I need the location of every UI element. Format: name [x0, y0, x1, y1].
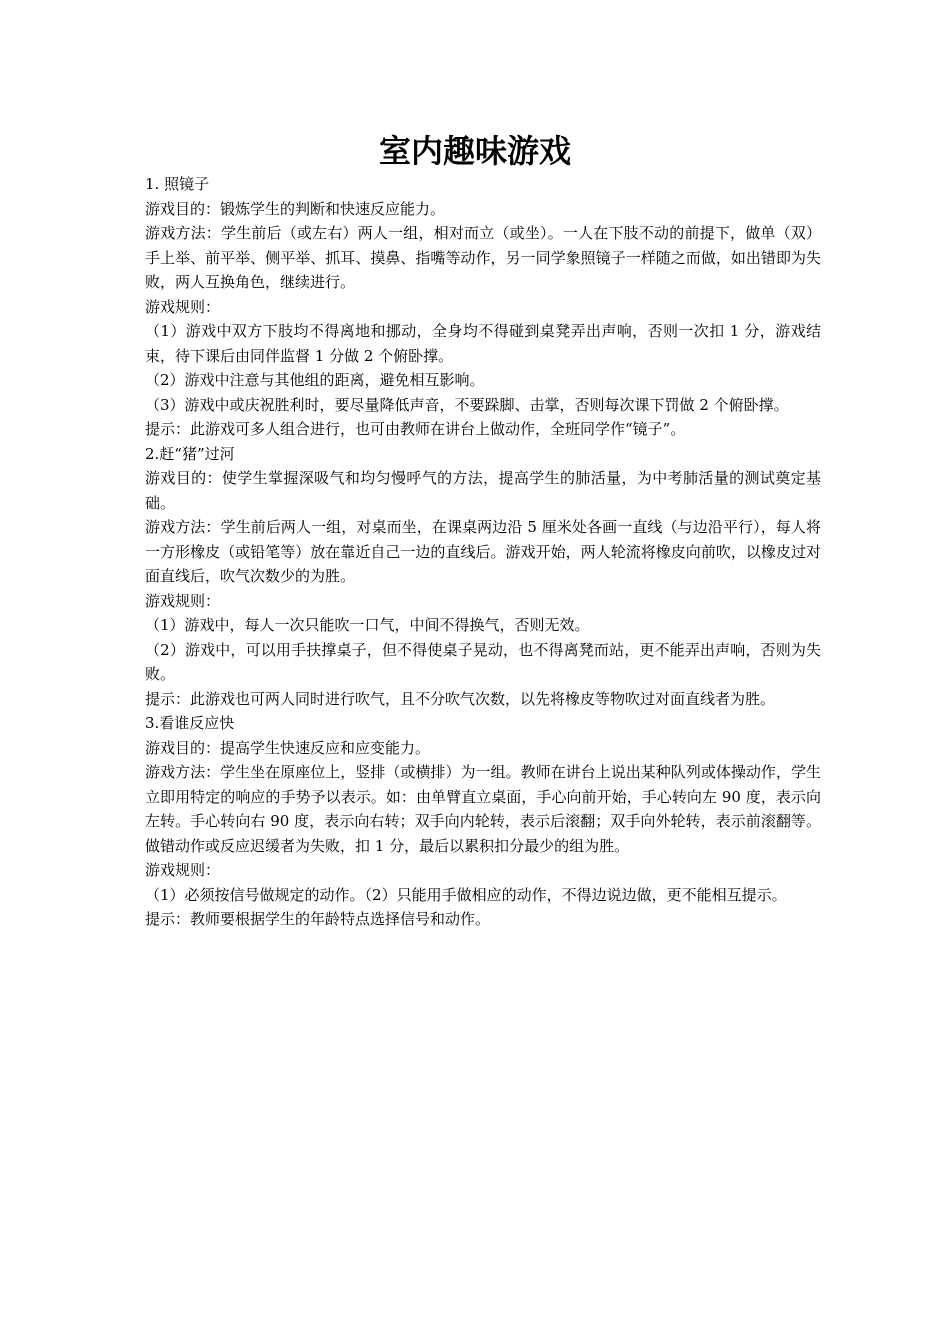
paragraph-rule-1-2: （2）游戏中注意与其他组的距离，避免相互影响。	[145, 371, 485, 389]
paragraph-method-3: 游戏方法：学生坐在原座位上，竖排（或横排）为一组。教师在讲台上说出某种队列或体操动作，学生立即用特定的响应的手势予以表示。如：由单臂直立桌面，手心向前开始，手心转向左 90 度，表示向左转。手心转向右 90 度，表示向右转；双手向内轮转，表示后滚翻；双手向外轮转，表示前滚翻等。做错动作或反应迟缓者为失败，扣 1 分，最后以累积扣分最少的组为胜。	[145, 763, 821, 855]
paragraph-rule-3: （1）必须按信号做规定的动作。（2）只能用手做相应的动作，不得边说边做，更不能相互提示。	[145, 885, 787, 904]
section-heading-3: 3.看谁反应快	[145, 714, 235, 732]
paragraph-rules-heading-2: 游戏规则：	[145, 591, 221, 610]
paragraph-purpose-2: 游戏目的：使学生掌握深吸气和均匀慢呼气的方法，提高学生的肺活量，为中考肺活量的测试奠定基础。	[145, 469, 821, 512]
paragraph-purpose-3: 游戏目的：提高学生快速反应和应变能力。	[145, 738, 431, 757]
paragraph-rules-heading-1: 游戏规则：	[145, 297, 221, 316]
paragraph-tip-2: 提示：此游戏也可两人同时进行吹气，且不分吹气次数，以先将橡皮等物吹过对面直线者为胜。	[145, 689, 776, 708]
paragraph-rule-1-3: （3）游戏中或庆祝胜利时，要尽量降低声音，不要跺脚、击掌，否则每次课下罚做 2 个俯卧撑。	[145, 395, 789, 414]
section-heading-1: 1. 照镜子	[145, 175, 210, 193]
section-heading-2: 2.赶“猪”过河	[145, 444, 235, 463]
paragraph-method-1: 游戏方法：学生前后（或左右）两人一组，相对而立（或坐）。一人在下肢不动的前提下，做单（双）手上举、前平举、侧平举、抓耳、摸鼻、指嘴等动作，另一同学象照镜子一样随之而做，如出错即为失败，两人互换角色，继续进行。	[145, 224, 821, 291]
document-body	[145, 172, 821, 932]
paragraph-tip-3: 提示：教师要根据学生的年龄特点选择信号和动作。	[145, 910, 491, 928]
paragraph-method-2: 游戏方法：学生前后两人一组，对桌而坐，在课桌两边沿 5 厘米处各画一直线（与边沿平行），每人将一方形橡皮（或铅笔等）放在靠近自己一边的直线后。游戏开始，两人轮流将橡皮向前吹，以橡皮过对面直线后，吹气次数少的为胜。	[145, 518, 821, 585]
paragraph-rules-heading-3: 游戏规则：	[145, 861, 221, 879]
paragraph-rule-2-1: （1）游戏中，每人一次只能吹一口气，中间不得换气，否则无效。	[145, 616, 590, 634]
document-title: 室内趣味游戏	[378, 132, 571, 170]
paragraph-purpose-1: 游戏目的：锻炼学生的判断和快速反应能力。	[145, 199, 446, 218]
paragraph-tip-1: 提示：此游戏可多人组合进行，也可由教师在讲台上做动作，全班同学作“镜子”。	[145, 420, 686, 438]
paragraph-rule-2-2: （2）游戏中，可以用手扶撑桌子，但不得使桌子晃动，也不得离凳而站，更不能弄出声响，否则为失败。	[145, 640, 821, 683]
paragraph-rule-1-1: （1）游戏中双方下肢均不得离地和挪动，全身均不得碰到桌凳弄出声响，否则一次扣 1 分，游戏结束，待下课后由同伴监督 1 分做 2 个俯卧撑。	[145, 322, 821, 365]
